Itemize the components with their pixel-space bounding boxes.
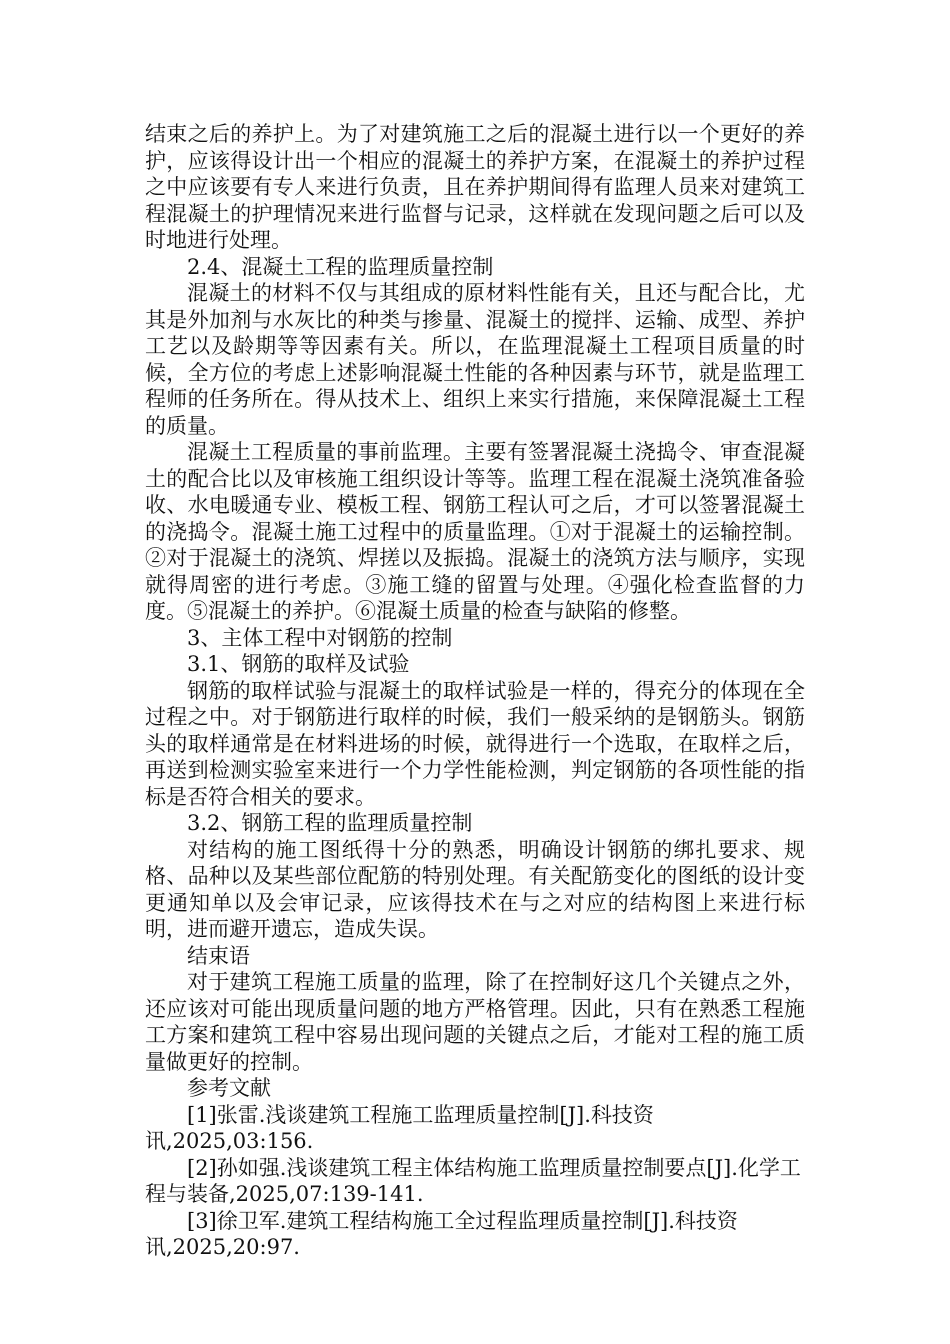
- reference-3: [3]徐卫军.建筑工程结构施工全过程监理质量控制[J].科技资讯,2025,20:97.: [145, 1208, 738, 1259]
- document-page: [145, 121, 805, 1261]
- reference-2: [2]孙如强.浅谈建筑工程主体结构施工监理质量控制要点[J].化学工程与装备,2025,07:139-141.: [145, 1155, 801, 1206]
- section-heading-references: 参考文献: [187, 1076, 271, 1100]
- paragraph-curing-continuation: 结束之后的养护上。为了对建筑施工之后的混凝土进行以一个更好的养护，应该得设计出一个相应的混凝土的养护方案，在混凝土的养护过程之中应该要有专人来进行负责，且在养护期间得有监理人员来对建筑工程混凝土的护理情况来进行监督与记录，这样就在发现问题之后可以及时地进行处理。: [145, 122, 805, 252]
- paragraph-concrete-materials: 混凝土的材料不仅与其组成的原材料性能有关，且还与配合比，尤其是外加剂与水灰比的种类与掺量、混凝土的搅拌、运输、成型、养护工艺以及龄期等等因素有关。所以，在监理混凝土工程项目质量的时候，全方位的考虑上述影响混凝土性能的各种因素与环节，就是监理工程师的任务所在。得从技术上、组织上来实行措施，来保障混凝土工程的质量。: [145, 281, 805, 438]
- section-heading-3-1: 3.1、钢筋的取样及试验: [187, 652, 410, 676]
- reference-1: [1]张雷.浅谈建筑工程施工监理质量控制[J].科技资讯,2025,03:156.: [145, 1102, 654, 1153]
- section-heading-2-4: 2.4、混凝土工程的监理质量控制: [187, 254, 494, 279]
- section-heading-conclusion: 结束语: [187, 943, 250, 968]
- paragraph-rebar-sampling: 钢筋的取样试验与混凝土的取样试验是一样的，得充分的体现在全过程之中。对于钢筋进行取样的时候，我们一般采纳的是钢筋头。钢筋头的取样通常是在材料进场的时候，就得进行一个选取，在取样之后，再送到检测实验室来进行一个力学性能检测，判定钢筋的各项性能的指标是否符合相关的要求。: [145, 678, 805, 809]
- paragraph-conclusion: 对于建筑工程施工质量的监理，除了在控制好这几个关键点之外，还应该对可能出现质量问题的地方严格管理。因此，只有在熟悉工程施工方案和建筑工程中容易出现问题的关键点之后，才能对工程的施工质量做更好的控制。: [145, 970, 805, 1074]
- paragraph-concrete-pre-supervision: 混凝土工程质量的事前监理。主要有签署混凝土浇捣令、审查混凝土的配合比以及审核施工组织设计等等。监理工程在混凝土浇筑准备验收、水电暖通专业、模板工程、钢筋工程认可之后，才可以签署混凝土的浇捣令。混凝土施工过程中的质量监理。①对于混凝土的运输控制。②对于混凝土的浇筑、焊搓以及振捣。混凝土的浇筑方法与顺序，实现就得周密的进行考虑。③施工缝的留置与处理。④强化检查监督的力度。⑤混凝土的养护。⑥混凝土质量的检查与缺陷的修整。: [145, 440, 805, 623]
- section-heading-3: 3、主体工程中对钢筋的控制: [187, 625, 453, 650]
- section-heading-3-2: 3.2、钢筋工程的监理质量控制: [187, 811, 473, 835]
- paragraph-rebar-drawings: 对结构的施工图纸得十分的熟悉，明确设计钢筋的绑扎要求、规格、品种以及某些部位配筋的特别处理。有关配筋变化的图纸的设计变更通知单以及会审记录，应该得技术在与之对应的结构图上来进行标明，进而避开遗忘，造成失误。: [145, 837, 805, 941]
